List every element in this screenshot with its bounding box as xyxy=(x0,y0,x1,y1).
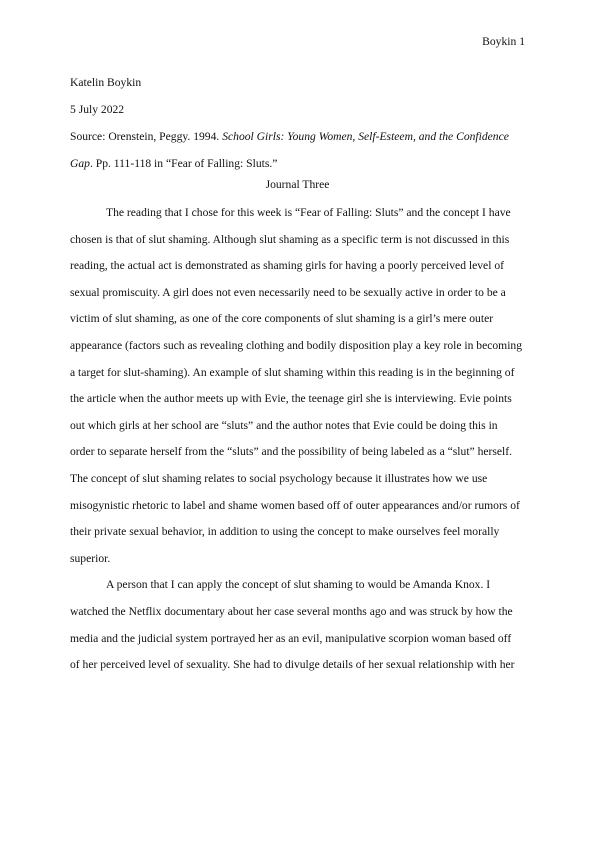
text-line: order to separate herself from the “sluts” and the possibility of being labeled as a “slut” herself. xyxy=(70,445,513,459)
text-line: A person that I can apply the concept of slut shaming to would be Amanda Knox. I xyxy=(106,578,491,592)
source-title-part-1: School Girls: Young Women, Self-Esteem, and the Confidence xyxy=(222,130,509,143)
text-line: the article when the author meets up with Evie, the teenage girl she is interviewing. Evie points xyxy=(70,392,512,406)
text-line: victim of slut shaming, as one of the core components of slut shaming is a girl’s mere outer xyxy=(70,312,494,326)
text-line: chosen is that of slut shaming. Although slut shaming as a specific term is not discussed in this xyxy=(70,232,510,246)
source-citation-line-1 xyxy=(70,123,525,150)
text-line: reading, the actual act is demonstrated as shaming girls for having a poorly perceived level of xyxy=(70,259,504,273)
source-prefix: Source: Orenstein, Peggy. 1994. xyxy=(70,130,223,143)
text-line: The concept of slut shaming relates to social psychology because it illustrates how we use xyxy=(70,471,488,485)
running-head: Boykin 1 xyxy=(482,35,525,48)
text-line: sexual promiscuity. A girl does not even necessarily need to be sexually active in order to be a xyxy=(70,285,506,299)
text-line: of her perceived level of sexuality. She had to divulge details of her sexual relationship with her xyxy=(70,658,515,672)
text-line: a target for slut-shaming). An example of slut shaming within this reading is in the beginning of xyxy=(70,365,515,379)
text-line: watched the Netflix documentary about her case several months ago and was struck by how the xyxy=(70,604,513,618)
text-line: The reading that I chose for this week is “Fear of Falling: Sluts” and the concept I have xyxy=(106,206,511,219)
text-line: misogynistic rhetoric to label and shame women based off of outer appearances and/or rumors of xyxy=(70,498,520,512)
journal-title: Journal Three xyxy=(265,178,330,191)
source-suffix: . Pp. 111-118 in “Fear of Falling: Sluts.” xyxy=(89,157,278,170)
date: 5 July 2022 xyxy=(70,103,125,116)
text-line: superior. xyxy=(70,551,111,565)
source-citation-line-2 xyxy=(70,150,525,177)
author-name: Katelin Boykin xyxy=(70,76,142,89)
text-line: appearance (factors such as revealing clothing and bodily disposition play a key role in becoming xyxy=(70,338,523,352)
text-line: their private sexual behavior, in addition to using the concept to make ourselves feel morally xyxy=(70,525,500,539)
heading-block xyxy=(70,69,525,177)
source-title-part-2: Gap xyxy=(70,157,90,170)
body-text xyxy=(70,200,525,679)
text-line: out which girls at her school are “sluts” and the author notes that Evie could be doing this in xyxy=(70,418,498,432)
text-line: media and the judicial system portrayed her as an evil, manipulative scorpion woman based off xyxy=(70,631,512,645)
